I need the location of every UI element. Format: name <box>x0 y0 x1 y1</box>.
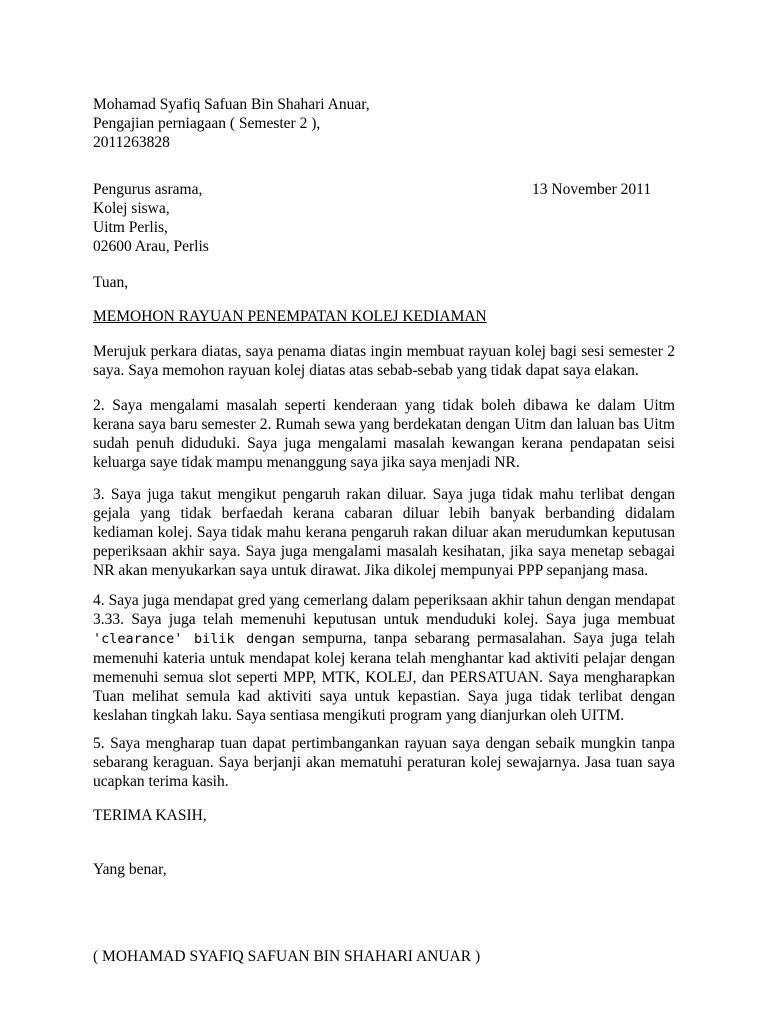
recipient-line-3: Uitm Perlis, <box>93 219 168 236</box>
paragraph-4-part-2: sempurna, tanpa sebarang permasalahan. Saya juga telah memenuhi kateria untuk mendapat kolej kerana telah menghantar kad aktiviti pelajar dengan memenuhi semua slot seperti MPP, MTK, KOLEJ, dan PERSATUAN. Saya mengharapkan Tuan melihat semula kad aktiviti saya untuk kepastian. Saya juga tidak terlibat dengan keslahan tingkah laku. Saya sentiasa mengikuti program yang dianjurkan oleh UITM. <box>93 630 675 724</box>
recipient-line-2: Kolej siswa, <box>93 200 170 217</box>
sender-name: Mohamad Syafiq Safuan Bin Shahari Anuar, <box>93 96 370 113</box>
salutation: Tuan, <box>93 274 129 291</box>
paragraph-1: Merujuk perkara diatas, saya penama diatas ingin membuat rayuan kolej bagi sesi semester 2 saya. Saya memohon rayuan kolej diatas atas sebab-sebab yang tidak dapat saya elakan. <box>93 343 675 379</box>
subject-line: MEMOHON RAYUAN PENEMPATAN KOLEJ KEDIAMAN <box>93 308 487 325</box>
paragraph-5: 5. Saya mengharap tuan dapat pertimbangankan rayuan saya dengan sebaik mungkin tanpa sebarang keraguan. Saya berjanji akan mematuhi peraturan kolej sewajarnya. Jasa tuan saya ucapkan terima kasih. <box>93 735 675 790</box>
paragraph-4 <box>93 591 675 725</box>
letter-date: 13 November 2011 <box>532 181 652 198</box>
paragraph-4-mono-text: 'clearance' bilik dengan <box>93 631 295 647</box>
recipient-block <box>93 180 209 256</box>
sender-block <box>93 95 370 152</box>
recipient-line-4: 02600 Arau, Perlis <box>93 238 209 255</box>
sign-off: Yang benar, <box>93 861 167 878</box>
paragraph-3: 3. Saya juga takut mengikut pengaruh rakan diluar. Saya juga tidak mahu terlibat dengan gejala yang tidak berfaedah kerana cabaran diluar lebih banyak berbanding didalam kediaman kolej. Saya tidak mahu kerana pengaruh rakan diluar akan merudumkan keputusan peperiksaan akhir saya. Saya juga mengalami masalah kesihatan, jika saya menetap sebagai NR akan menyukarkan saya untuk dirawat. Jika dikolej mempunyai PPP sepanjang masa. <box>93 486 675 579</box>
closing: TERIMA KASIH, <box>93 807 207 824</box>
paragraph-2: 2. Saya mengalami masalah seperti kenderaan yang tidak boleh dibawa ke dalam Uitm kerana saya baru semester 2. Rumah sewa yang berdekatan dengan Uitm dan laluan bas Uitm sudah penuh diduduki. Saya juga mengalami masalah kewangan kerana pendapatan seisi keluarga saye tidak mampu menanggung saya jika saya menjadi NR. <box>93 397 675 471</box>
signature-name: ( MOHAMAD SYAFIQ SAFUAN BIN SHAHARI ANUAR ) <box>93 948 481 965</box>
sender-id: 2011263828 <box>93 134 170 151</box>
sender-program: Pengajian perniagaan ( Semester 2 ), <box>93 115 321 132</box>
paragraph-4-part-1: 4. Saya juga mendapat gred yang cemerlang dalam peperiksaan akhir tahun dengan mendapat 3.33. Saya juga telah memenuhi keputusan untuk menduduki kolej. Saya juga membuat <box>93 592 675 628</box>
recipient-line-1: Pengurus asrama, <box>93 181 203 198</box>
